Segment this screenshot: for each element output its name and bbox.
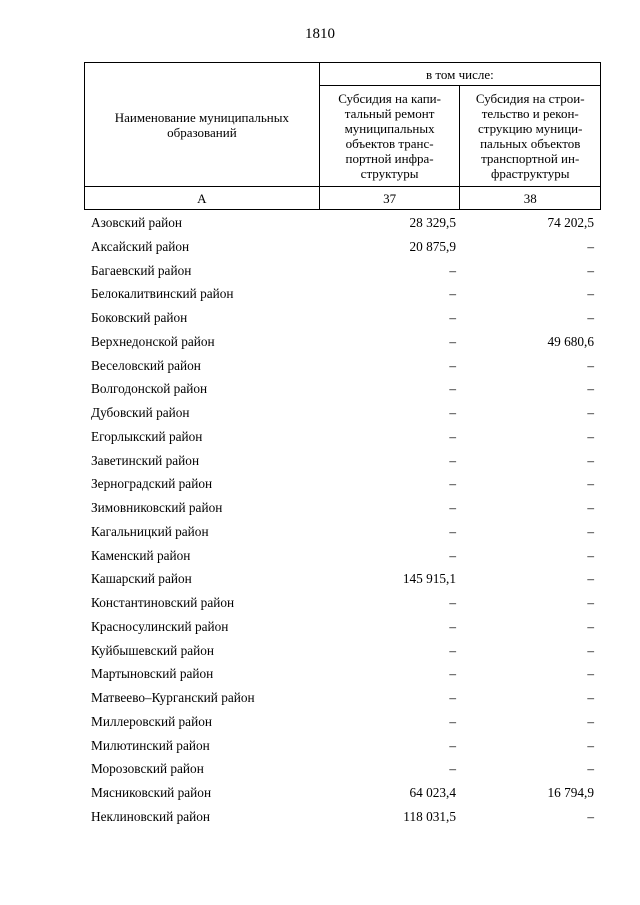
table-row	[84, 544, 601, 568]
municipality-name: Азовский район	[91, 215, 182, 230]
value-col-38: –	[587, 381, 594, 397]
municipality-name: Аксайский район	[91, 238, 190, 254]
value-col-38: –	[587, 405, 594, 420]
value-col-38: 74 202,5	[547, 215, 594, 230]
table-row	[84, 401, 601, 425]
value-col-37: –	[449, 452, 456, 468]
table-row	[84, 211, 601, 235]
table-row	[84, 472, 601, 496]
table-row	[84, 757, 601, 781]
header-line: Субсидия на капи-	[338, 91, 441, 107]
header-line: струкцию муници-	[477, 121, 583, 137]
table-row	[84, 259, 601, 283]
value-col-38: –	[587, 690, 594, 705]
value-col-38: –	[587, 500, 594, 515]
value-col-38: –	[587, 286, 594, 302]
municipality-name: Кагальницкий район	[91, 523, 209, 539]
value-col-38: –	[587, 310, 594, 325]
value-col-37: –	[449, 428, 456, 444]
header-line: объектов транс-	[345, 136, 434, 152]
value-col-37: 28 329,5	[409, 215, 456, 230]
value-col-37: –	[449, 547, 456, 563]
value-col-37: –	[449, 737, 456, 753]
value-col-38: –	[587, 262, 594, 278]
municipality-name: Милютинский район	[91, 737, 210, 753]
header-line: тельство и рекон-	[481, 106, 579, 122]
value-col-38: –	[587, 618, 594, 634]
table-row	[84, 496, 601, 520]
column-index-a: А	[85, 187, 320, 210]
value-col-37: –	[449, 523, 456, 539]
value-col-37: –	[449, 642, 456, 658]
table-row	[84, 235, 601, 259]
value-col-37: –	[449, 500, 456, 515]
municipality-name: Матвеево–Курганский район	[91, 690, 255, 705]
table-row	[84, 330, 601, 354]
municipality-name: Егорлыкский район	[91, 428, 203, 444]
value-col-38: –	[587, 737, 594, 753]
header-line: фраструктуры	[490, 166, 570, 182]
value-col-37: –	[449, 761, 456, 777]
value-col-38: –	[587, 428, 594, 444]
value-col-38: 16 794,9	[547, 785, 594, 800]
value-col-37: 118 031,5	[403, 808, 456, 824]
municipality-name: Волгодонской район	[91, 381, 208, 397]
value-col-37: –	[449, 713, 456, 729]
value-col-38: –	[587, 357, 594, 373]
table-row	[84, 354, 601, 378]
value-col-38: –	[587, 808, 594, 824]
value-col-38: –	[587, 761, 594, 777]
value-col-38: –	[587, 713, 594, 729]
header-line: Субсидия на строи-	[475, 91, 585, 107]
value-col-37: 64 023,4	[409, 785, 456, 800]
value-col-38: –	[587, 666, 594, 682]
column-index-37: 37	[319, 187, 460, 210]
table-row	[84, 282, 601, 306]
value-col-37: –	[449, 286, 456, 302]
header-line: транспортной ин-	[481, 151, 580, 167]
value-col-38: –	[587, 547, 594, 563]
municipality-name: Каменский район	[91, 547, 191, 563]
municipality-name: Веселовский район	[91, 357, 201, 373]
header-line: Наименование муниципальных	[114, 109, 289, 125]
header-line: образований	[167, 124, 237, 140]
value-col-37: –	[449, 690, 456, 705]
value-col-37: –	[449, 381, 456, 397]
municipality-name: Куйбышевский район	[91, 642, 215, 658]
value-col-38: 49 680,6	[547, 333, 594, 349]
table-row	[84, 805, 601, 829]
municipality-name: Константиновский район	[91, 595, 235, 610]
municipality-name: Багаевский район	[91, 262, 192, 278]
value-col-38: –	[587, 642, 594, 658]
table-row	[84, 781, 601, 805]
value-col-37: 20 875,9	[409, 238, 456, 254]
municipality-name: Миллеровский район	[91, 713, 212, 729]
page-number: 1810	[305, 26, 335, 42]
value-col-38: –	[587, 595, 594, 610]
table-row	[84, 449, 601, 473]
table-body	[84, 211, 601, 829]
municipality-name: Кашарский район	[91, 571, 192, 587]
table-row	[84, 662, 601, 686]
column-group-header: в том числе:	[319, 63, 600, 86]
municipality-name: Заветинский район	[91, 452, 200, 468]
value-col-38: –	[587, 571, 594, 587]
header-line: портной инфра-	[345, 151, 434, 167]
value-col-37: –	[449, 333, 456, 349]
table-row	[84, 377, 601, 401]
value-col-37: –	[449, 357, 456, 373]
column-header-38	[460, 86, 601, 187]
value-col-37: –	[449, 476, 456, 492]
value-col-38: –	[587, 476, 594, 492]
value-col-37: –	[449, 310, 456, 325]
column-header-37	[319, 86, 460, 187]
municipality-name: Зимовниковский район	[91, 500, 223, 515]
table-row	[84, 710, 601, 734]
table-header	[84, 62, 601, 210]
header-line: структуры	[360, 166, 419, 182]
table-row	[84, 686, 601, 710]
table-row	[84, 306, 601, 330]
table-row	[84, 615, 601, 639]
column-header-name	[85, 63, 320, 187]
value-col-37: 145 915,1	[402, 571, 456, 587]
municipality-name: Неклиновский район	[91, 808, 211, 824]
municipality-name: Верхнедонской район	[91, 333, 215, 349]
table-row	[84, 734, 601, 758]
municipality-name: Белокалитвинский район	[91, 286, 234, 302]
table-row	[84, 567, 601, 591]
value-col-38: –	[587, 452, 594, 468]
municipality-name: Дубовский район	[91, 405, 190, 420]
header-line: муниципальных	[344, 121, 435, 137]
table-row	[84, 591, 601, 615]
value-col-37: –	[449, 618, 456, 634]
value-col-37: –	[449, 405, 456, 420]
municipality-name: Красносулинский район	[91, 618, 229, 634]
table-row	[84, 520, 601, 544]
value-col-38: –	[587, 238, 594, 254]
municipality-name: Боковский район	[91, 310, 188, 325]
column-index-38: 38	[460, 187, 601, 210]
value-col-38: –	[587, 523, 594, 539]
municipality-name: Мясниковский район	[91, 785, 212, 800]
value-col-37: –	[449, 262, 456, 278]
value-col-37: –	[449, 666, 456, 682]
municipality-name: Мартыновский район	[91, 666, 214, 682]
municipality-name: Зерноградский район	[91, 476, 213, 492]
header-line: пальных объектов	[480, 136, 581, 152]
header-line: тальный ремонт	[344, 106, 435, 122]
table-row	[84, 639, 601, 663]
table-row	[84, 425, 601, 449]
municipality-name: Морозовский район	[91, 761, 204, 777]
value-col-37: –	[449, 595, 456, 610]
